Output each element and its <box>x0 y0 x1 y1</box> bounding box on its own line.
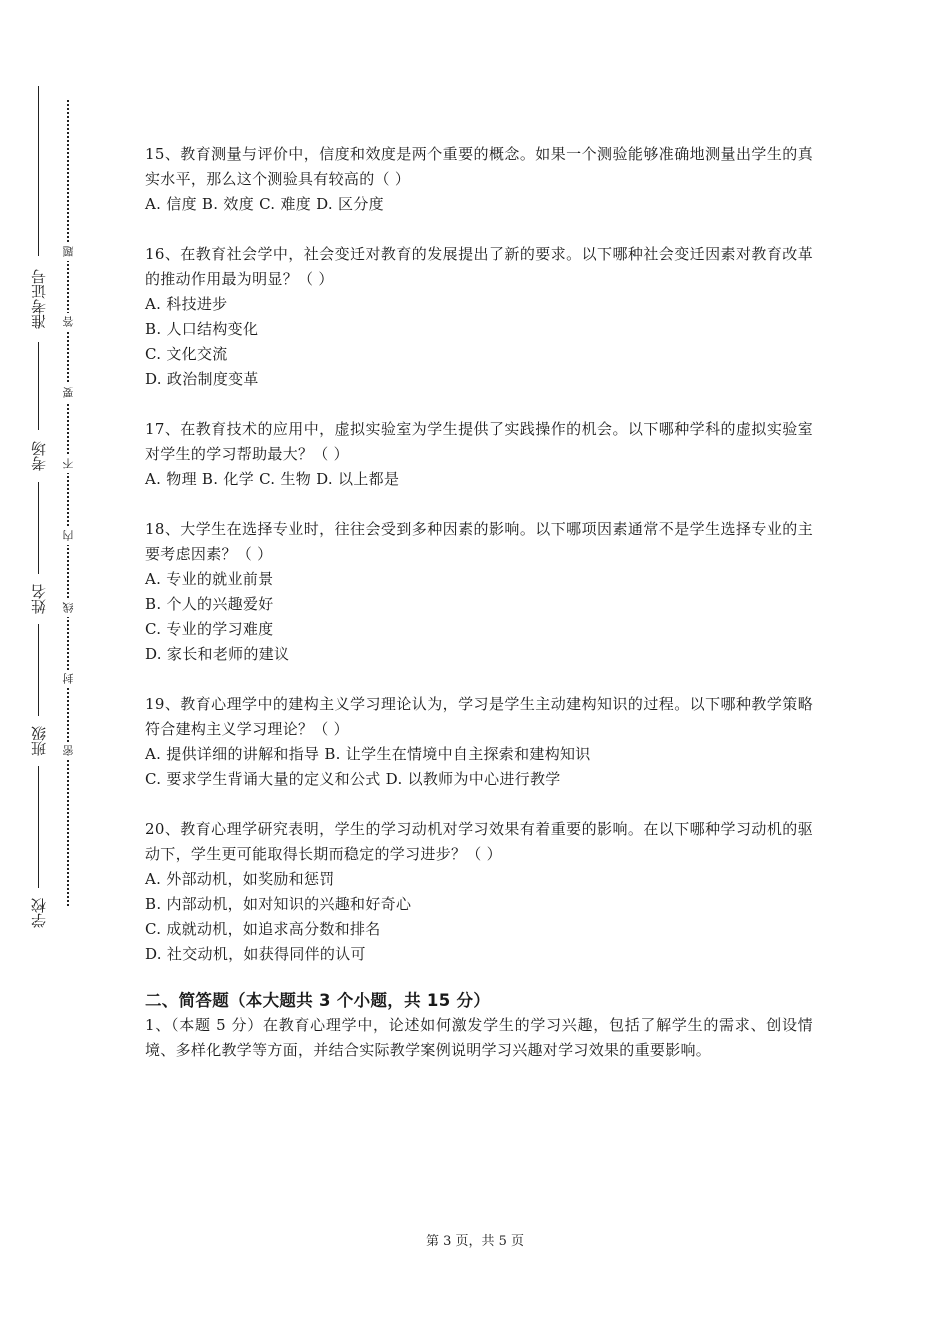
option-a: A. 科技进步 <box>145 295 228 313</box>
seal-char: 答 <box>60 313 76 331</box>
exam-number-field-line <box>38 86 39 256</box>
question-stem: 20、教育心理学研究表明，学生的学习动机对学习效果有着重要的影响。在以下哪种学习动机的驱动下，学生更可能取得长期而稳定的学习进步？（ ） <box>145 820 813 863</box>
seal-char: 封 <box>60 670 76 688</box>
name-field-line <box>38 482 39 574</box>
option-line: A. 提供详细的讲解和指导 B. 让学生在情境中自主探索和建构知识 <box>145 745 591 763</box>
question-stem: 16、在教育社会学中，社会变迁对教育的发展提出了新的要求。以下哪种社会变迁因素对教育改革的推动作用最为明显？（ ） <box>145 245 813 288</box>
option-a: A. 专业的就业前景 <box>145 570 274 588</box>
exam-content <box>145 142 813 1063</box>
class-field-line <box>38 624 39 716</box>
option-line: A. 物理 B. 化学 C. 生物 D. 以上都是 <box>145 470 400 488</box>
option-b: B. 内部动机，如对知识的兴趣和好奇心 <box>145 895 412 913</box>
short-answer-question-1: 1、（本题 5 分）在教育心理学中，论述如何激发学生的学习兴趣，包括了解学生的需求、创设情境、多样化教学等方面，并结合实际教学案例说明学习兴趣对学习效果的重要影响。 <box>145 1016 813 1059</box>
exam-room-label: 考场 <box>30 441 48 471</box>
option-line: A. 信度 B. 效度 C. 难度 D. 区分度 <box>145 195 384 213</box>
question-stem: 17、在教育技术的应用中，虚拟实验室为学生提供了实践操作的机会。以下哪种学科的虚拟实验室对学生的学习帮助最大？（ ） <box>145 420 813 463</box>
question-15 <box>145 142 813 217</box>
question-stem: 18、大学生在选择专业时，往往会受到多种因素的影响。以下哪项因素通常不是学生选择专业的主要考虑因素？（ ） <box>145 520 813 563</box>
school-field-line <box>38 766 39 888</box>
seal-char: 内 <box>60 527 76 545</box>
short-answer-section <box>145 989 813 1063</box>
option-d: D. 政治制度变革 <box>145 370 259 388</box>
option-c: C. 专业的学习难度 <box>145 620 274 638</box>
question-18 <box>145 517 813 667</box>
question-17 <box>145 417 813 492</box>
question-16 <box>145 242 813 392</box>
option-a: A. 外部动机，如奖励和惩罚 <box>145 870 335 888</box>
option-b: B. 个人的兴趣爱好 <box>145 595 274 613</box>
option-c: C. 成就动机，如追求高分数和排名 <box>145 920 381 938</box>
option-c: C. 文化交流 <box>145 345 228 363</box>
exam-room-field-line <box>38 342 39 430</box>
exam-number-label: 准考证号 <box>30 269 48 329</box>
seal-char: 线 <box>60 599 76 617</box>
binding-margin <box>0 0 90 1344</box>
school-label: 学校 <box>30 898 48 928</box>
question-20 <box>145 817 813 967</box>
page-number: 第 3 页，共 5 页 <box>425 1234 525 1249</box>
seal-char: 密 <box>60 742 76 760</box>
question-stem: 15、教育测量与评价中，信度和效度是两个重要的概念。如果一个测验能够准确地测量出学生的真实水平，那么这个测验具有较高的（ ） <box>145 145 813 188</box>
name-label: 姓名 <box>30 584 48 614</box>
question-19 <box>145 692 813 792</box>
seal-char: 题 <box>60 243 76 261</box>
option-line: C. 要求学生背诵大量的定义和公式 D. 以教师为中心进行教学 <box>145 770 561 788</box>
seal-dotted-line <box>67 100 69 906</box>
section-heading: 二、简答题（本大题共 3 个小题，共 15 分） <box>145 991 491 1010</box>
option-b: B. 人口结构变化 <box>145 320 259 338</box>
option-d: D. 社交动机，如获得同伴的认可 <box>145 945 366 963</box>
seal-char: 要 <box>60 384 76 402</box>
option-d: D. 家长和老师的建议 <box>145 645 290 663</box>
question-stem: 19、教育心理学中的建构主义学习理论认为，学习是学生主动建构知识的过程。以下哪种教学策略符合建构主义学习理论？（ ） <box>145 695 813 738</box>
class-label: 班级 <box>30 726 48 756</box>
seal-char: 不 <box>60 455 76 473</box>
